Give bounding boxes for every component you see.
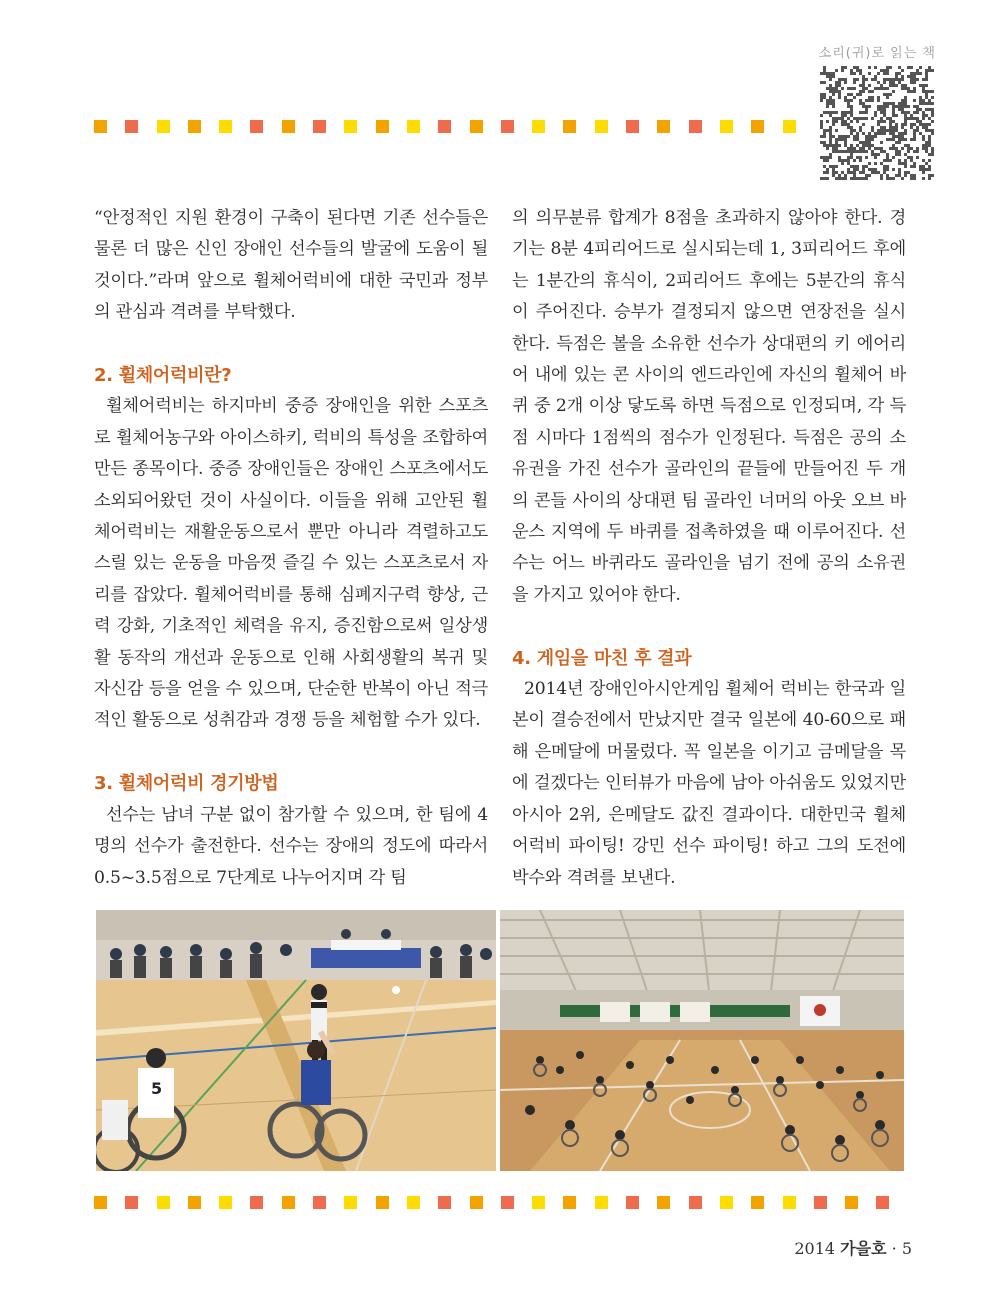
gym-scene-photo [96,910,496,1171]
decorative-dot [470,120,483,133]
decorative-dot [720,1196,733,1209]
decorative-dot [595,1196,608,1209]
section-3-paragraph: 선수는 남녀 구분 없이 참가할 수 있으며, 한 팀에 4명의 선수가 출전한다. 선수는 장애의 정도에 따라서 0.5~3.5점으로 7단계로 나누어지며 각 팀 [94,804,488,888]
decorative-dot [344,120,357,133]
qr-code-icon[interactable] [820,66,934,180]
decorative-dot [157,120,170,133]
decorative-dot [876,1196,889,1209]
decorative-dot [501,1196,514,1209]
decorative-dot-row-top [94,120,814,133]
decorative-dot [313,1196,326,1209]
footer-separator: · [891,1239,897,1258]
qr-code-pattern [820,66,934,180]
decorative-dot [219,120,232,133]
decorative-dot [657,1196,670,1209]
decorative-dot [376,1196,389,1209]
decorative-dot [407,1196,420,1209]
decorative-dot [282,1196,295,1209]
decorative-dot [626,1196,639,1209]
decorative-dot [626,120,639,133]
decorative-dot [188,1196,201,1209]
decorative-dot [250,1196,263,1209]
section-heading-4: 4. 게임을 마친 후 결과 [512,647,692,669]
decorative-dot [250,120,263,133]
decorative-dot [188,120,201,133]
section-4-paragraph: 2014년 장애인아시안게임 휠체어 럭비는 한국과 일본이 결승전에서 만났지만 결국 일본에 40-60으로 패해 은메달에 머물렀다. 꼭 일본을 이기고 금메달을 목에 걸겠다는 인터뷰가 마음에 남아 아쉬움도 있었지만 아시아 2위, 은메달도 값진 결과이다. 대한민국 휠체어럭비 파이팅! 강민 선수 파이팅! 하고 그의 도전에 박수와 격려를 보낸다. [512,679,906,888]
decorative-dot [438,120,451,133]
decorative-dot [94,1196,107,1209]
decorative-dot [532,120,545,133]
decorative-dot [157,1196,170,1209]
footer-year: 2014 [794,1239,836,1258]
decorative-dot [783,120,796,133]
gym-overview-photo [500,910,904,1171]
decorative-dot [125,120,138,133]
section-2-paragraph: 휠체어럭비는 하지마비 중증 장애인을 위한 스포츠로 휠체어농구와 아이스하키, 럭비의 특성을 조합하여 만든 종목이다. 중증 장애인들은 장애인 스포츠에서도 소외되어왔던 것이 사실이다. 이들을 위해 고안된 휠체어럭비는 재활운동으로서 뿐만 아니라 격렬하고도 스릴 있는 운동을 마음껏 즐길 수 있는 스포츠로서 자리를 잡았다. 휠체어럭비를 통해 심폐지구력 향상, 근력 강화, 기초적인 체력을 유지, 증진함으로써 일상생활 동작의 개선과 운동으로 인해 사회생활의 복귀 및 자신감 등을 얻을 수 있으며, 단순한 반복이 아닌 적극적인 활동으로 성취감과 경쟁 등을 체험할 수가 있다. [94,396,488,731]
decorative-dot [689,1196,702,1209]
intro-paragraph: “안정적인 지원 환경이 구축이 된다면 기존 선수들은 물론 더 많은 신인 장애인 선수들의 발굴에 도움이 될 것이다.”라며 앞으로 휠체어럭비에 대한 국민과 정부의 관심과 격려를 부탁했다. [94,208,488,323]
page-number: 5 [901,1239,912,1258]
decorative-dot [313,120,326,133]
decorative-dot [751,1196,764,1209]
decorative-dot [845,1196,858,1209]
decorative-dot [814,1196,827,1209]
page-footer [794,1236,912,1259]
decorative-dot [563,120,576,133]
decorative-dot [532,1196,545,1209]
decorative-dot [407,120,420,133]
section-3-continued: 의 의무분류 합계가 8점을 초과하지 않아야 한다. 경기는 8분 4피리어드로 실시되는데 1, 3피리어드 후에는 1분간의 휴식이, 2피리어드 후에는 5분간의 휴식이 주어진다. 승부가 결정되지 않으면 연장전을 실시한다. 득점은 볼을 소유한 선수가 상대편의 키 에어리어 내에 있는 콘 사이의 엔드라인에 자신의 휠체어 바퀴 중 2개 이상 닿도록 하면 득점으로 인정되며, 각 득점 시마다 1점씩의 점수가 인정된다. 득점은 공의 소유권을 가진 선수가 골라인의 끝들에 만들어진 두 개의 콘들 사이의 상대편 팀 골라인 너머의 아웃 오브 바운스 지역에 두 바퀴를 접촉하였을 때 이루어진다. 선수는 어느 바퀴라도 골라인을 넘기 전에 공의 소유권을 가지고 있어야 한다. [512,208,906,605]
decorative-dot [470,1196,483,1209]
decorative-dot-row-bottom [94,1196,908,1209]
decorative-dot [125,1196,138,1209]
decorative-dot [219,1196,232,1209]
decorative-dot [376,120,389,133]
left-column [94,203,488,894]
qr-caption: 소리(귀)로 읽는 책 [818,46,936,61]
decorative-dot [501,120,514,133]
decorative-dot [563,1196,576,1209]
decorative-dot [751,120,764,133]
decorative-dot [657,120,670,133]
right-column [512,203,906,894]
photo-wheelchair-rugby-match [96,910,496,1171]
decorative-dot [720,120,733,133]
decorative-dot [689,120,702,133]
photo-gymnasium-overview [500,910,904,1171]
footer-season: 가을호 [840,1239,887,1258]
section-heading-2: 2. 휠체어럭비란? [94,365,232,387]
section-heading-3: 3. 휠체어럭비 경기방법 [94,773,279,795]
decorative-dot [94,120,107,133]
decorative-dot [438,1196,451,1209]
decorative-dot [595,120,608,133]
jersey-number: 5 [151,1079,163,1098]
decorative-dot [344,1196,357,1209]
decorative-dot [282,120,295,133]
decorative-dot [783,1196,796,1209]
